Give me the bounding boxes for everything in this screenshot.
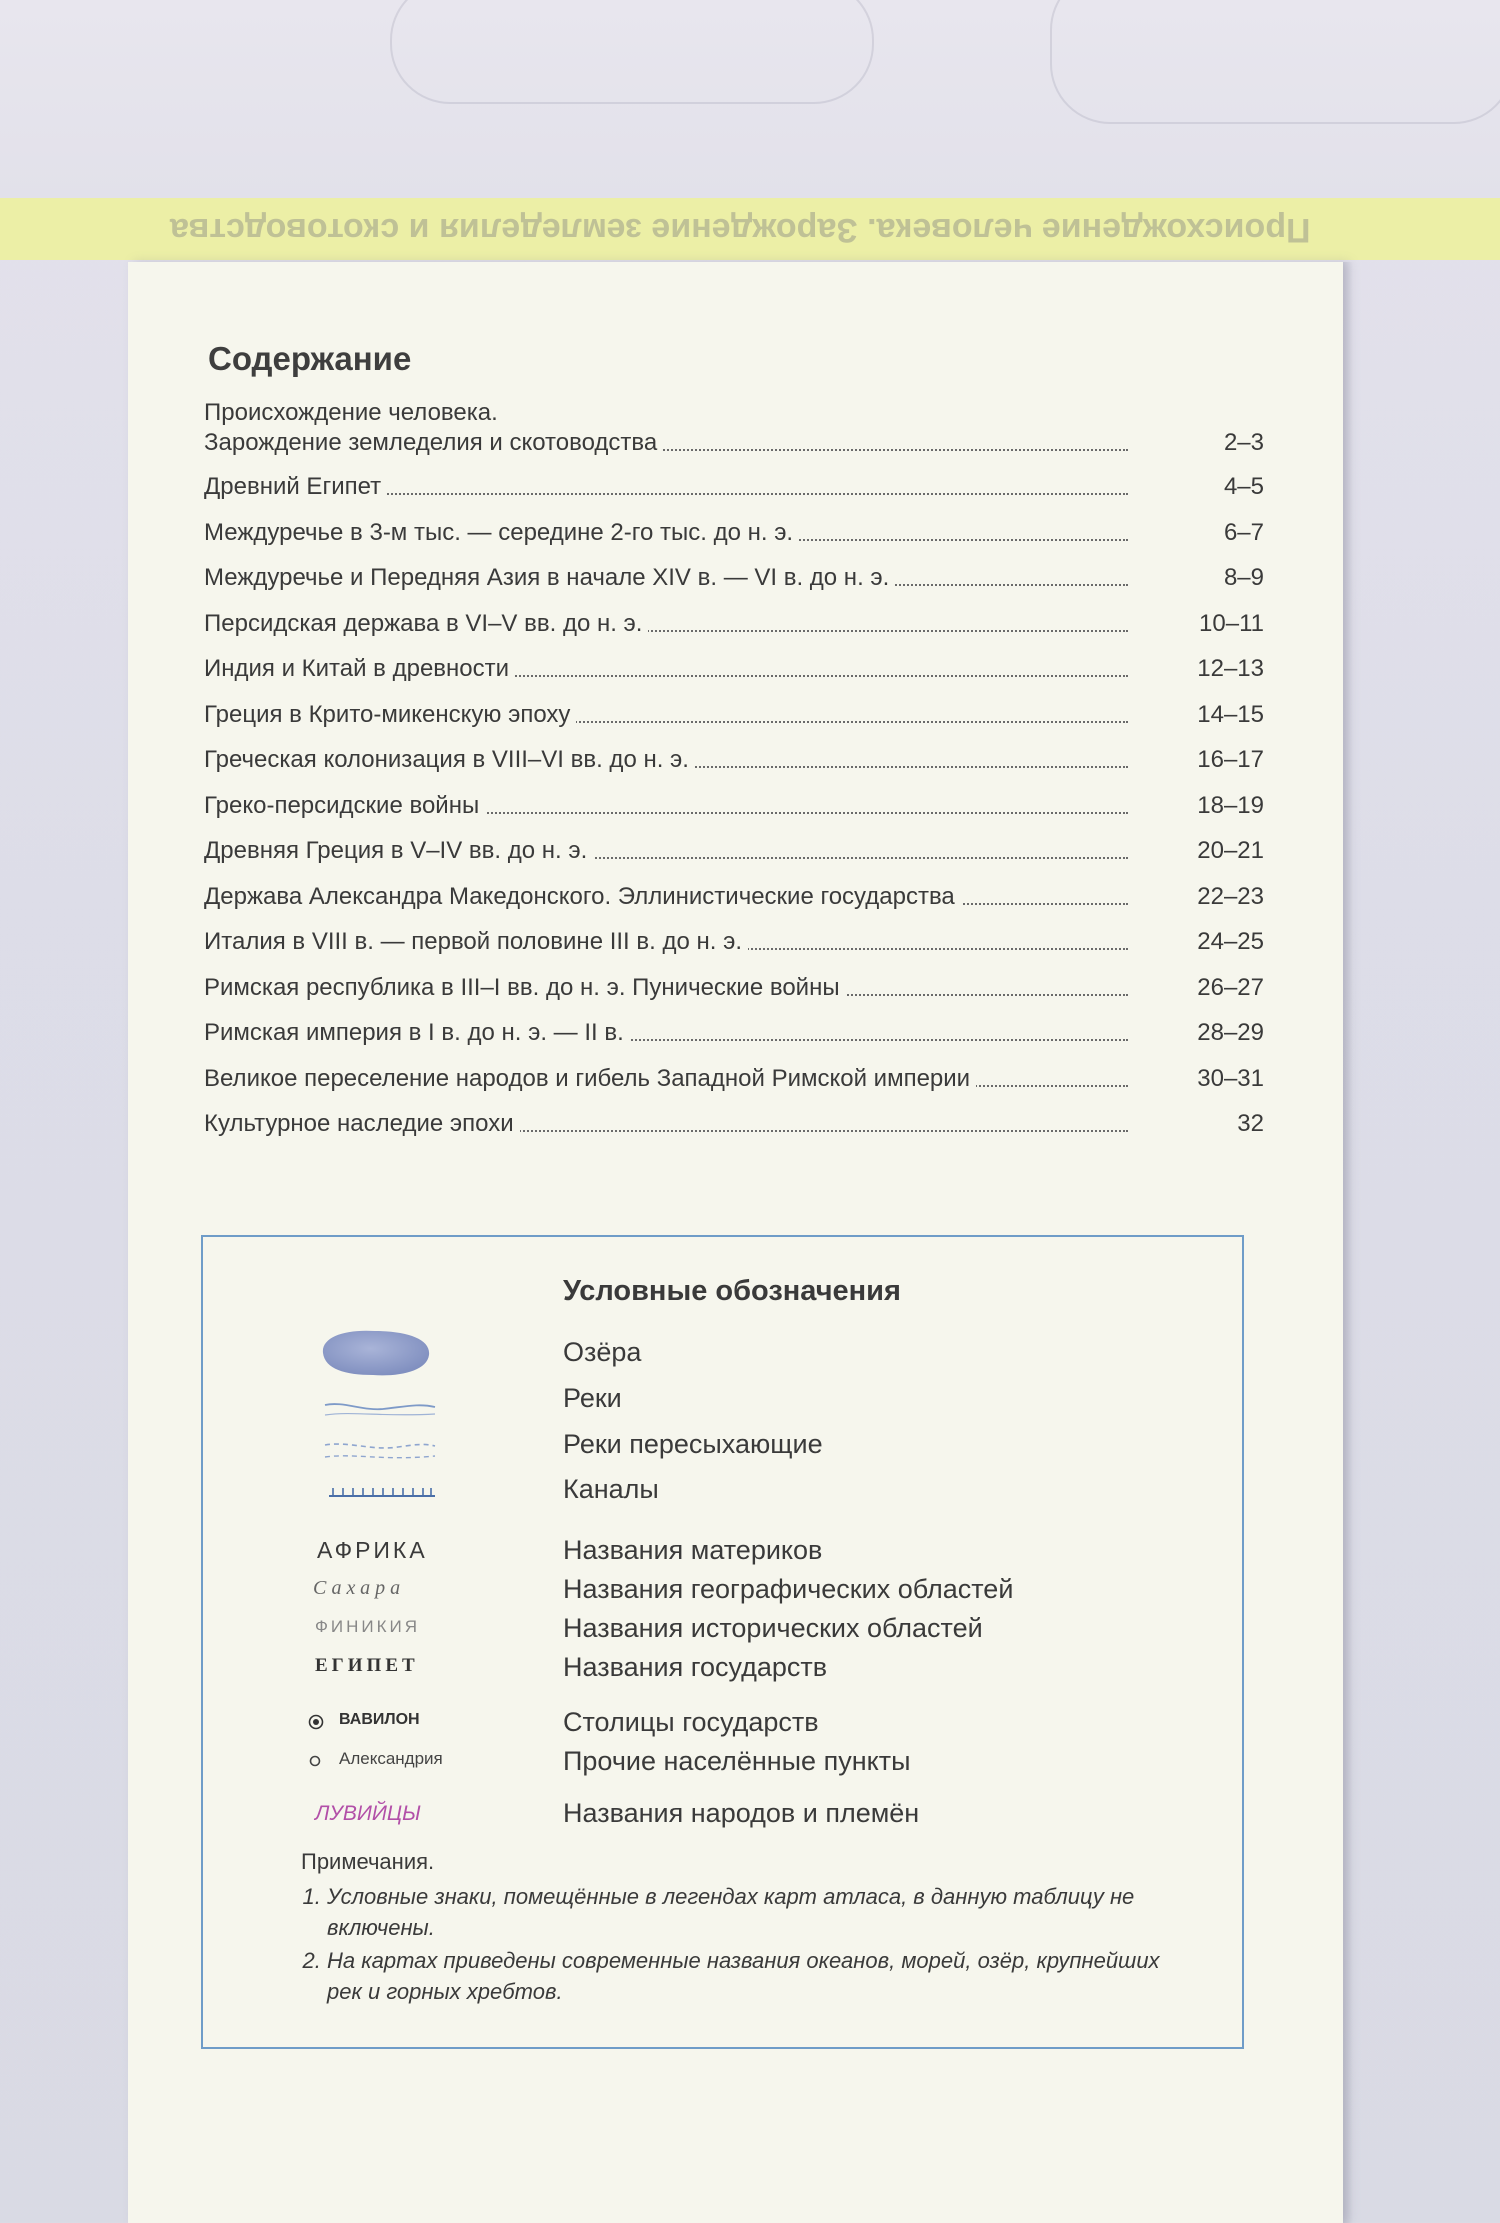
toc-entry[interactable] bbox=[204, 563, 1264, 609]
ghost-shape bbox=[1050, 0, 1500, 124]
legend-peoples: Названия народов и племён bbox=[563, 1798, 920, 1828]
sample-geo-region: Сахара bbox=[313, 1577, 406, 1599]
legend-capitals: Столицы государств bbox=[563, 1707, 819, 1737]
sample-hist-region: ФИНИКИЯ bbox=[315, 1617, 421, 1636]
toc-entry-label: Культурное наследие эпохи bbox=[204, 1110, 520, 1137]
toc-entry-label: Древняя Греция в V–IV вв. до н. э. bbox=[204, 837, 593, 864]
toc-entry[interactable] bbox=[204, 927, 1264, 973]
toc-entry[interactable] bbox=[204, 1064, 1264, 1110]
toc-entry-label: Древний Египет bbox=[204, 473, 387, 500]
sample-people: ЛУВИЙЦЫ bbox=[315, 1802, 421, 1825]
sample-state: ЕГИПЕТ bbox=[315, 1655, 419, 1676]
legend-lakes: Озёра bbox=[563, 1337, 642, 1367]
legend-box bbox=[201, 1235, 1244, 2049]
toc-entry-label: Великое переселение народов и гибель Западной Римской империи bbox=[204, 1065, 976, 1092]
note-item: 1. Условные знаки, помещённые в легендах карт атласа, в данную таблицу не включены. bbox=[327, 1881, 1181, 1943]
legend-states: Названия государств bbox=[563, 1652, 828, 1682]
contents-list bbox=[204, 398, 1264, 1155]
toc-entry-pages: 26–27 bbox=[1197, 973, 1264, 1001]
toc-entry[interactable] bbox=[204, 700, 1264, 746]
toc-entry[interactable] bbox=[204, 1018, 1264, 1064]
toc-entry-pages: 14–15 bbox=[1197, 700, 1264, 728]
legend-settlements: Прочие населённые пункты bbox=[563, 1746, 911, 1776]
toc-entry[interactable] bbox=[204, 518, 1264, 564]
toc-entry-pre: Происхождение человека. bbox=[204, 399, 498, 426]
toc-entry-label: Греция в Крито-микенскую эпоху bbox=[204, 701, 576, 728]
toc-entry-pages: 18–19 bbox=[1197, 791, 1264, 819]
bleed-through-text: Происхождение человека. Зарождение земледелия и скотоводства bbox=[170, 211, 1311, 249]
toc-entry[interactable] bbox=[204, 745, 1264, 791]
toc-entry[interactable] bbox=[204, 654, 1264, 700]
toc-entry[interactable] bbox=[204, 836, 1264, 882]
toc-entry-label: Зарождение земледелия и скотоводства bbox=[204, 429, 663, 456]
toc-entry-label: Персидская держава в VI–V вв. до н. э. bbox=[204, 610, 648, 637]
toc-entry-label: Греческая колонизация в VIII–VI вв. до н. э. bbox=[204, 746, 695, 773]
contents-sheet bbox=[128, 262, 1343, 2223]
toc-entry[interactable] bbox=[204, 472, 1264, 518]
ghost-shape bbox=[390, 0, 874, 104]
toc-entry-label: Римская республика в III–I вв. до н. э. Пунические войны bbox=[204, 974, 846, 1001]
toc-entry-label: Греко-персидские войны bbox=[204, 792, 485, 819]
toc-entry-pages: 22–23 bbox=[1197, 882, 1264, 910]
toc-entry-pages: 2–3 bbox=[1223, 429, 1264, 456]
dry-river-symbol-icon bbox=[323, 1437, 438, 1465]
toc-entry-label: Италия в VIII в. — первой половине III в. до н. э. bbox=[204, 928, 748, 955]
legend-rivers: Реки bbox=[563, 1383, 622, 1413]
toc-entry-pages: 24–25 bbox=[1197, 928, 1264, 955]
sample-continent: АФРИКА bbox=[317, 1537, 428, 1563]
toc-entry[interactable] bbox=[204, 609, 1264, 655]
legend-title: Условные обозначения bbox=[563, 1275, 901, 1307]
toc-entry-label: Междуречье в 3-м тыс. — середине 2-го тыс. до н. э. bbox=[204, 519, 799, 546]
legend-canals: Каналы bbox=[563, 1474, 659, 1504]
notes-heading: Примечания. bbox=[301, 1849, 435, 1874]
toc-entry[interactable] bbox=[204, 1109, 1264, 1155]
toc-entry-label: Римская империя в I в. до н. э. — II в. bbox=[204, 1019, 630, 1046]
toc-entry-pages: 8–9 bbox=[1223, 564, 1264, 591]
canal-symbol-icon bbox=[327, 1481, 437, 1501]
legend-continents: Названия материков bbox=[563, 1535, 823, 1565]
sample-capital: ВАВИЛОН bbox=[339, 1711, 420, 1728]
toc-entry-label: Индия и Китай в древности bbox=[204, 655, 515, 682]
toc-entry-pages: 10–11 bbox=[1199, 609, 1264, 637]
toc-entry[interactable] bbox=[204, 398, 1264, 472]
sample-settlement: Александрия bbox=[339, 1749, 443, 1768]
background-page-top bbox=[0, 0, 1500, 200]
toc-entry[interactable] bbox=[204, 791, 1264, 837]
settlement-dot-icon bbox=[307, 1753, 323, 1769]
toc-entry[interactable] bbox=[204, 973, 1264, 1019]
toc-entry-pages: 28–29 bbox=[1197, 1019, 1264, 1046]
river-symbol-icon bbox=[323, 1397, 438, 1421]
note-item: 2. На картах приведены современные названия океанов, морей, озёр, крупнейших рек и горных хребтов. bbox=[327, 1945, 1181, 2007]
legend-dry-rivers: Реки пересыхающие bbox=[563, 1429, 823, 1459]
toc-entry-label: Междуречье и Передняя Азия в начале XIV в. — VI в. до н. э. bbox=[204, 564, 895, 591]
capital-dot-icon bbox=[307, 1713, 325, 1731]
legend-notes bbox=[301, 1847, 1181, 2009]
legend-hist-regions: Названия исторических областей bbox=[563, 1613, 983, 1643]
contents-title: Содержание bbox=[208, 340, 412, 377]
lake-symbol-icon bbox=[315, 1325, 435, 1381]
toc-entry-pages: 12–13 bbox=[1197, 655, 1264, 682]
toc-entry-label: Держава Александра Македонского. Эллинистические государства bbox=[204, 883, 961, 910]
toc-entry-pages: 32 bbox=[1237, 1110, 1264, 1137]
toc-entry-pages: 6–7 bbox=[1223, 518, 1264, 546]
toc-entry-pages: 16–17 bbox=[1197, 746, 1264, 773]
toc-entry-pages: 20–21 bbox=[1197, 837, 1264, 864]
toc-entry-pages: 4–5 bbox=[1223, 473, 1264, 500]
legend-geo-regions: Названия географических областей bbox=[563, 1574, 1014, 1604]
toc-entry[interactable] bbox=[204, 882, 1264, 928]
toc-entry-pages: 30–31 bbox=[1197, 1064, 1264, 1092]
